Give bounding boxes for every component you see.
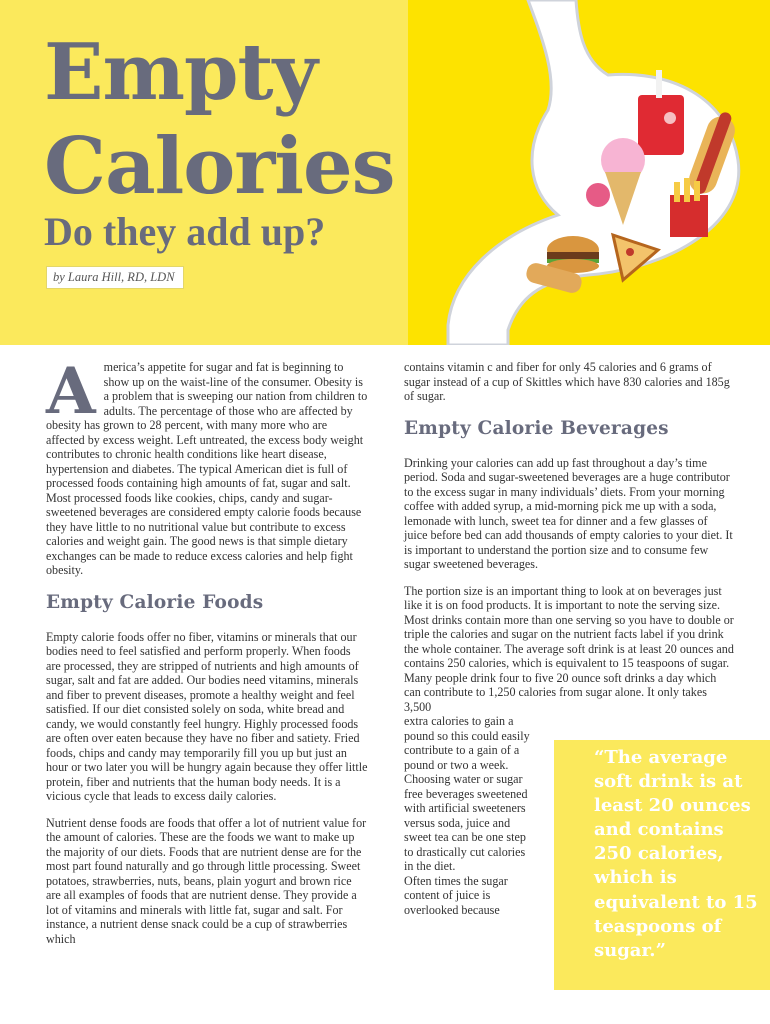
subtitle: Do they add up? <box>44 209 326 254</box>
right-paragraph-1: contains vitamin c and fiber for only 45 calories and 6 grams of sugar instead of a cup of Skittles which have 830 calories and 185g of sugar. <box>404 360 730 403</box>
stomach-food-illustration <box>408 0 770 345</box>
heading-empty-calorie-beverages: Empty Calorie Beverages <box>404 417 669 439</box>
beverages-paragraph-2-continued: extra calories to gain a pound so this could easily contribute to a gain of a pound or two a week. Choosing water or sugar free beverages sweetened with artificial sweeteners versus soda, juice and sweet tea can be one step to drastically cut calories in the diet. <box>404 714 530 873</box>
beverages-paragraph-3: Often times the sugar content of juice is overlooked because <box>404 873 508 917</box>
drop-cap: A <box>46 354 96 429</box>
stomach-illustration-panel <box>408 0 770 345</box>
intro-text: merica’s appetite for sugar and fat is beginning to show up on the waist-line of the consumer. Obesity is a problem that is sweeping our nation from children to adults. The percentage of those who are affected by obesity has grown to 28 percent, with many more who are affected by excess weight. Left untreated, the excess body weight contributes to chronic health conditions like heart disease, hypertension and diabetes. The typical American diet is full of processed foods containing high amounts of fat, sugar and salt. Most processed foods like cookies, chips, candy and sugar-sweetened beverages are considered empty calorie foods because they have little to no nutritional value but contribute to excess calories and weight gain. The good news is that simple dietary exchanges can be made to reduce excess calories and help fight obesity. <box>46 360 368 577</box>
beverages-paragraph-1: Drinking your calories can add up fast throughout a day’s time period. Soda and sugar-sweetened beverages are a huge contributor to the excess sugar in many individuals’ diets. From your morning coffee with added syrup, a mid-morning pick me up with a soda, lemonade with lunch, sweet tea for dinner and a few glasses of juice before bed can add thousands of empty calories to your diet. It is important to understand the portion size and to consume few sugar sweetened beverages. <box>404 455 733 571</box>
title-line-2: Calories <box>44 121 395 212</box>
straw-icon <box>656 70 662 98</box>
foods-paragraph-1: Empty calorie foods offer no fiber, vitamins or minerals that our bodies need to feel satisfied and perform properly. When foods are processed, they are stripped of nutrients and high amounts of sugar, salt and fat are added. Our bodies need vitamins, minerals and fiber to prevent diseases, promote a healthy weight and feel satisfied. If our diet consisted solely on soda, white bread and candy, we would constantly feel hungry. Highly processed foods are often over eaten because they have no fiber and satiety. Fried foods, chips and candy may temporarily fill you up but just an hour or two later you will be hungry again because they offer little protein, fiber and nutrients that the human body needs. It is a vicious cycle that leads to excess daily calories. <box>46 629 368 803</box>
foods-paragraph-2: Nutrient dense foods are foods that offer a lot of nutrient value for the amount of calories. These are the foods we want to make up the majority of our diets. Foods that are nutrient dense are for the most part found naturally and go through little processing. Sweet potatoes, strawberries, nuts, beans, plain yogurt and brown rice are all examples of foods that are nutrient dense. They provide a lot of vitamins and minerals with little fat, sugar and salt. For instance, a nutrient dense snack could be a cup of strawberries which <box>46 815 367 946</box>
candy-icon <box>586 183 610 207</box>
pull-quote-text: “The average soft drink is at least 20 ounces and contains 250 calories, which is equivalent to 15 teaspoons of sugar.” <box>594 747 758 961</box>
heading-empty-calorie-foods: Empty Calorie Foods <box>46 591 264 613</box>
soda-cup-icon <box>638 95 684 155</box>
beverages-paragraph-2: The portion size is an important thing to look at on beverages just like it is on food products. It is important to note the serving size. Most drinks contain more than one serving so you have to double or triple the calories and sugar on the nutrient facts label if you drink the whole container. The average soft drink is at least 20 ounces and contains 250 calories, which is equivalent to 15 teaspoons of sugar. Many people drink four to five 20 ounce soft drinks a day which can contribute to 1,250 calories from sugar alone. It only takes 3,500 <box>404 583 734 714</box>
intro-paragraph <box>46 354 368 578</box>
pull-quote-box <box>554 740 770 990</box>
article-column-left <box>46 354 368 946</box>
hero-banner <box>0 0 770 345</box>
byline: by Laura Hill, RD, LDN <box>46 266 184 289</box>
title-line-1: Empty <box>44 27 317 118</box>
